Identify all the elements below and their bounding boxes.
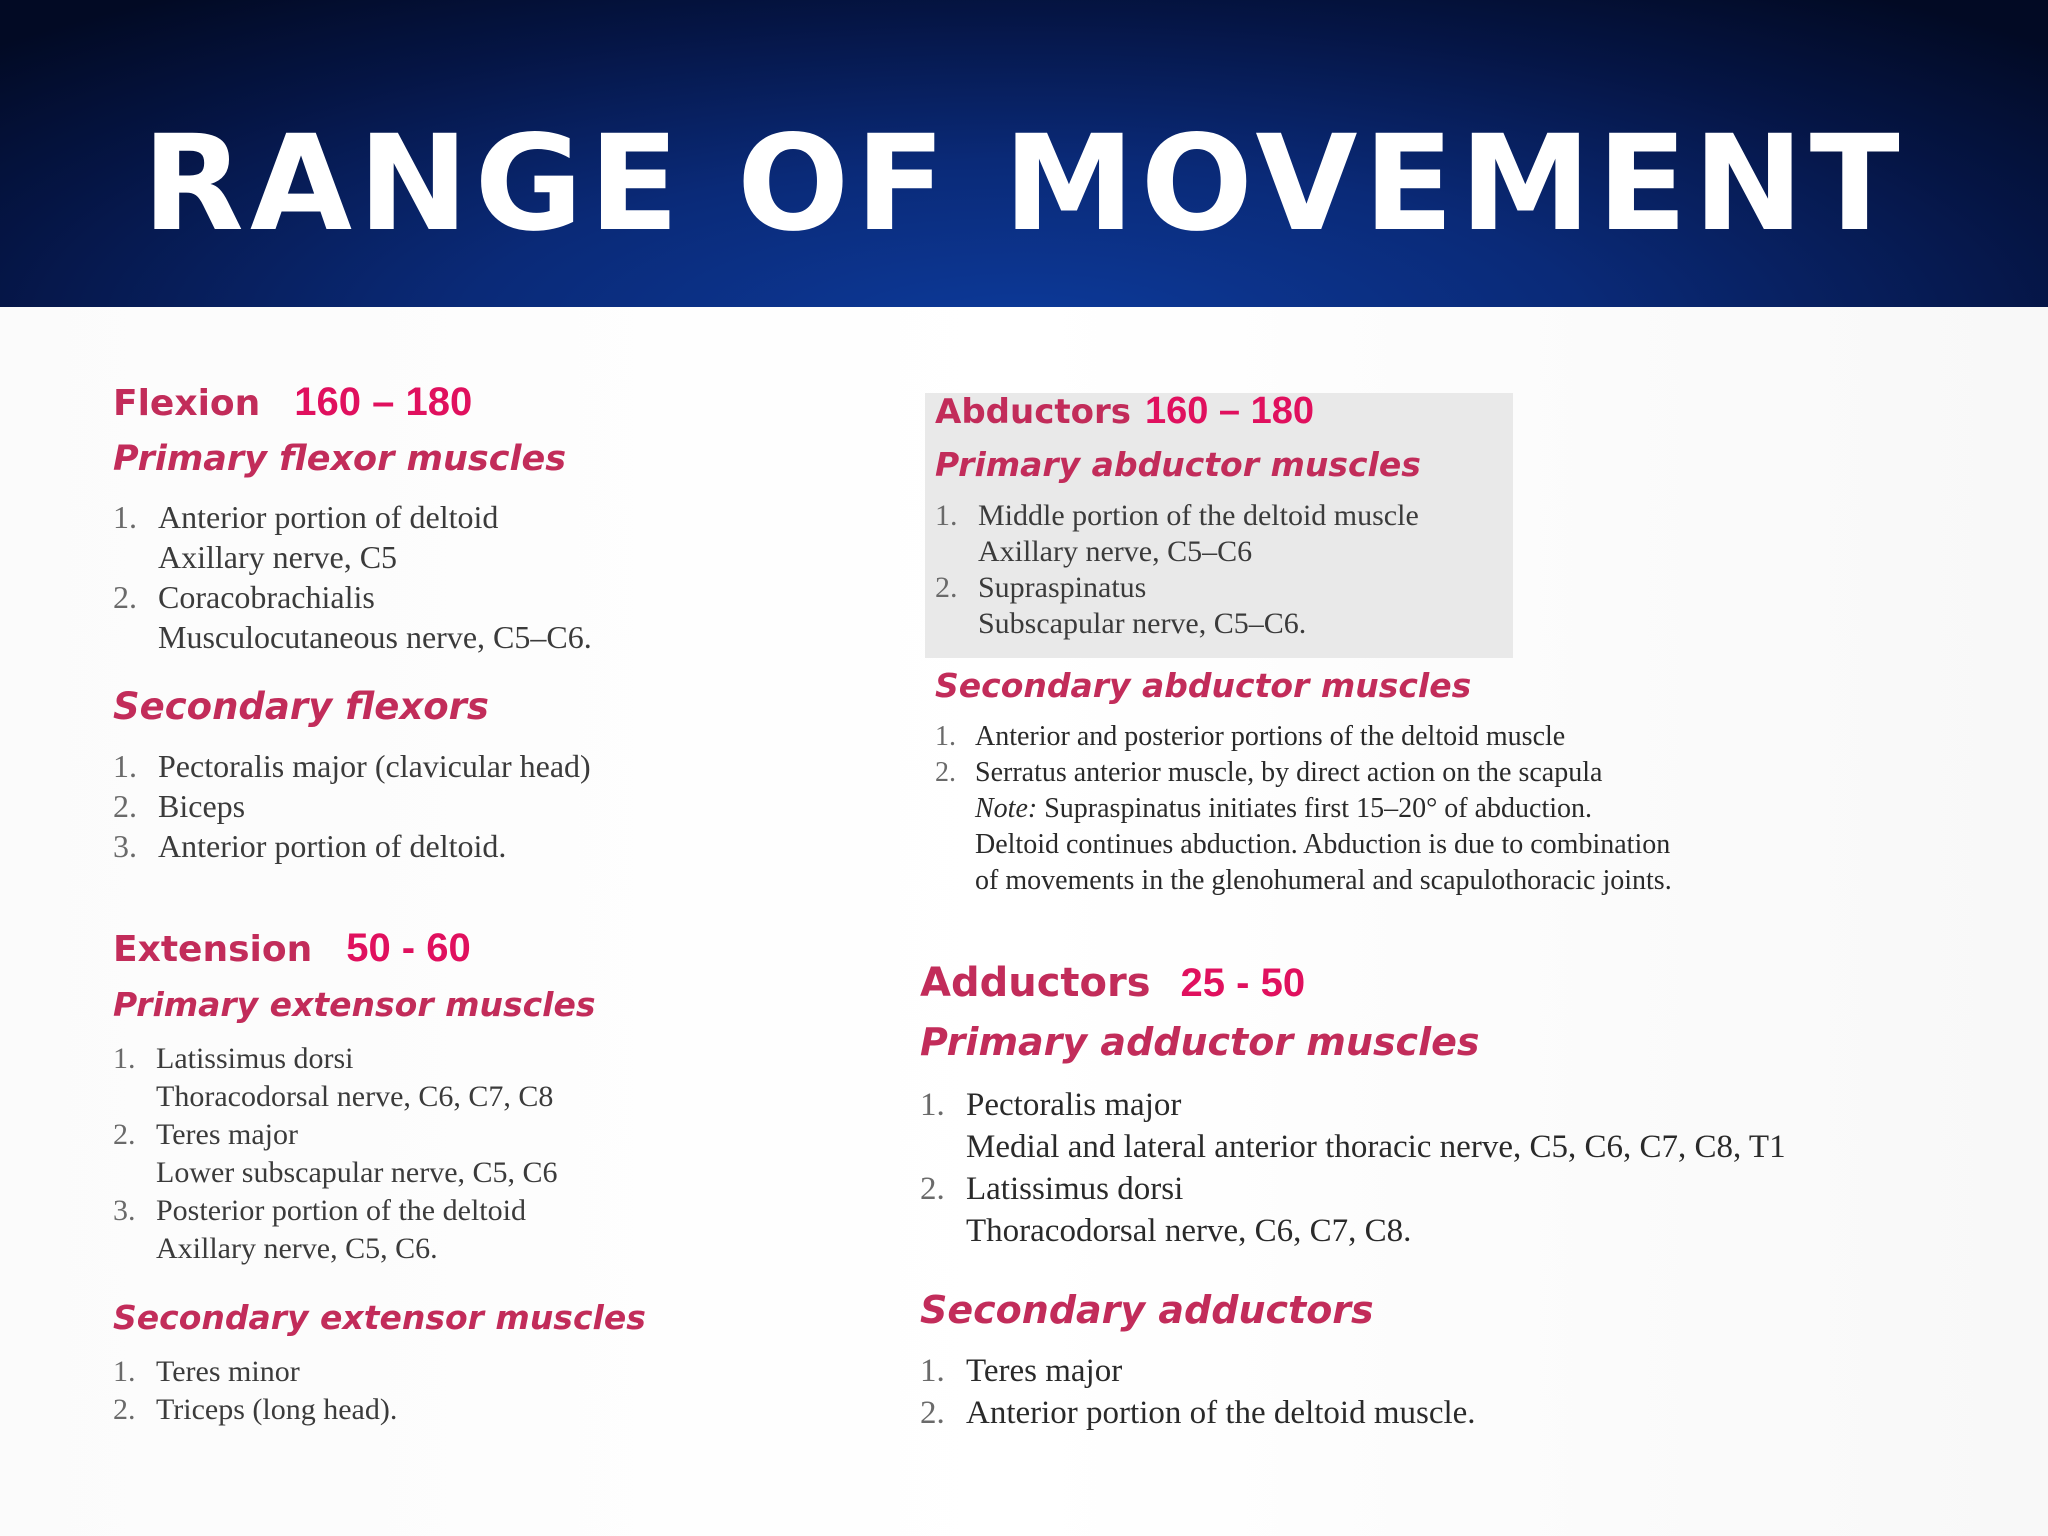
adductors-range: 25 - 50	[1180, 961, 1306, 1005]
extension-heading: Extension 50 - 60	[113, 926, 471, 970]
adductors-heading: Adductors 25 - 50	[920, 960, 1306, 1006]
adductors-primary-list	[920, 1084, 1786, 1252]
list-item: 3. Posterior portion of the deltoid Axillary nerve, C5, C6.	[113, 1194, 526, 1265]
list-item: 1. Pectoralis major (clavicular head)	[113, 748, 591, 784]
abduction-note: Note: Supraspinatus initiates first 15–20° of abduction. Deltoid continues abduction. Abduction is due to combination of movements in the glenohumeral and scapulothoracic joints.	[975, 793, 1672, 896]
flexion-section	[113, 380, 592, 866]
adductors-secondary-list	[920, 1350, 1786, 1434]
list-item: 1. Middle portion of the deltoid muscle Axillary nerve, C5–C6	[935, 499, 1419, 568]
abductors-secondary-heading: Secondary abductor muscles	[935, 666, 1472, 705]
abductors-primary-list	[935, 498, 1672, 642]
abductors-heading: Abductors 160 – 180	[935, 390, 1315, 432]
extension-secondary-heading: Secondary extensor muscles	[113, 1298, 646, 1337]
adductors-primary-heading: Primary adductor muscles	[920, 1020, 1480, 1064]
list-item: 1. Teres major	[920, 1353, 1123, 1389]
abductors-section	[935, 390, 1672, 899]
list-item: 3. Anterior portion of deltoid.	[113, 828, 507, 864]
slide-title: RANGE OF MOVEMENT	[142, 107, 1906, 261]
adductors-section	[920, 960, 1786, 1434]
abductors-range: 160 – 180	[1144, 390, 1315, 432]
note-label: Note:	[975, 793, 1038, 824]
flexion-secondary-list	[113, 746, 592, 866]
abductors-secondary-list	[935, 719, 1672, 791]
extension-secondary-list	[113, 1353, 646, 1429]
extension-primary-heading: Primary extensor muscles	[113, 985, 596, 1024]
title-banner	[0, 0, 2048, 307]
list-item: 2. Triceps (long head).	[113, 1393, 398, 1426]
abductors-primary-heading: Primary abductor muscles	[935, 445, 1421, 484]
list-item: 1. Anterior portion of deltoid Axillary nerve, C5	[113, 499, 499, 575]
flexion-secondary-heading: Secondary flexors	[113, 685, 489, 728]
list-item: 2. Supraspinatus Subscapular nerve, C5–C6.	[935, 571, 1307, 640]
extension-section	[113, 926, 646, 1429]
list-item: 2. Anterior portion of the deltoid muscle.	[920, 1395, 1476, 1431]
list-item: 1. Latissimus dorsi Thoracodorsal nerve, C6, C7, C8	[113, 1042, 554, 1113]
flexion-primary-heading: Primary flexor muscles	[113, 439, 567, 479]
extension-primary-list	[113, 1040, 646, 1268]
list-item: 2. Latissimus dorsi Thoracodorsal nerve, C6, C7, C8.	[920, 1171, 1412, 1249]
flexion-heading: Flexion 160 – 180	[113, 380, 473, 424]
list-item: 2. Coracobrachialis Musculocutaneous nerve, C5–C6.	[113, 579, 592, 655]
list-item: 2. Teres major Lower subscapular nerve, C5, C6	[113, 1118, 558, 1189]
list-item: 1. Teres minor	[113, 1355, 300, 1388]
list-item: 2. Biceps	[113, 788, 246, 824]
list-item: 2. Serratus anterior muscle, by direct action on the scapula	[935, 757, 1603, 788]
flexion-primary-list	[113, 497, 592, 657]
list-item: 1. Pectoralis major Medial and lateral anterior thoracic nerve, C5, C6, C7, C8, T1	[920, 1087, 1786, 1165]
list-item: 1. Anterior and posterior portions of the deltoid muscle	[935, 721, 1566, 752]
extension-range: 50 - 60	[346, 926, 471, 970]
adductors-secondary-heading: Secondary adductors	[920, 1288, 1374, 1332]
flexion-range: 160 – 180	[294, 380, 473, 424]
